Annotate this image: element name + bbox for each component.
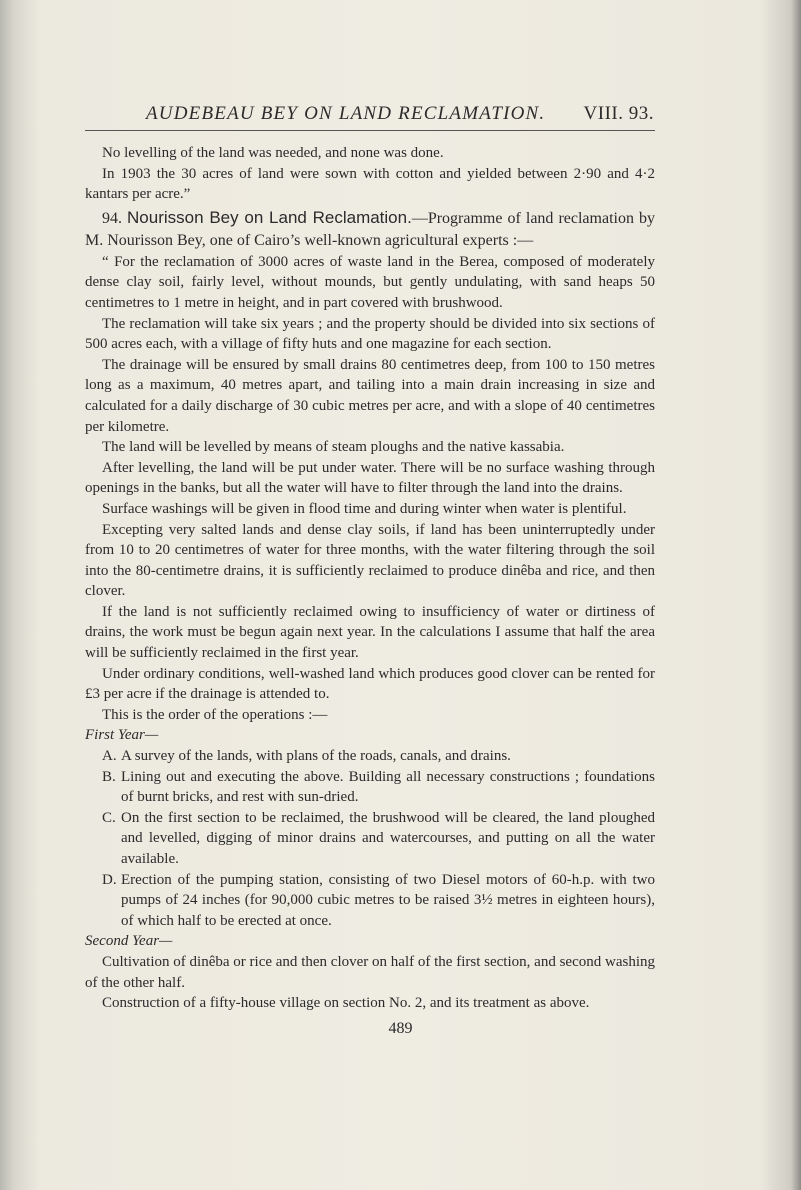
list-item-text: On the first section to be reclaimed, the brushwood will be cleared, the land ploughed and levelled, digging of minor drains and watercourses, and putting on all the water available.: [121, 809, 655, 867]
paragraph: Excepting very salted lands and dense clay soils, if land has been uninterruptedly under from 10 to 20 centimetres of water for three months, with the water filtering through the soil into the 80-centimetre drains, it is sufficiently reclaimed to produce dinêba and rice, and then clover.: [85, 521, 655, 600]
section-heading: Nourisson Bey on Land Reclamation.: [127, 207, 412, 227]
list-marker: C.: [102, 809, 116, 826]
running-header: [146, 103, 654, 131]
header-rule: [85, 130, 655, 131]
paragraph: “ For the reclamation of 3000 acres of waste land in the Berea, composed of moderately dense clay soil, fairly level, without mounds, but gently undulating, with sand heaps 50 centimetres to 1 metre in height, and in part covered with brushwood.: [85, 253, 655, 311]
page-number: 489: [388, 1020, 413, 1037]
paragraph: The land will be levelled by means of steam ploughs and the native kassabia.: [102, 439, 565, 456]
list-marker: D.: [102, 871, 117, 888]
list-item-text: A survey of the lands, with plans of the roads, canals, and drains.: [121, 748, 511, 765]
paragraph: After levelling, the land will be put under water. There will be no surface washing through openings in the banks, but all the water will have to filter through the land into the drains.: [85, 459, 655, 497]
section-intro: —Programme of land reclamation by M. Nourisson Bey, one of Cairo’s well-known agricultural experts :—: [85, 209, 655, 249]
section-folio: VIII. 93.: [583, 103, 654, 124]
paragraph: This is the order of the operations :—: [102, 706, 328, 723]
subheading-first-year: First Year—: [85, 727, 159, 744]
list-item-text: Lining out and executing the above. Building all necessary constructions ; foundations of burnt bricks, and rest with sun-dried.: [121, 768, 655, 806]
body-text: [85, 143, 655, 1014]
paragraph: In 1903 the 30 acres of land were sown with cotton and yielded between 2·90 and 4·2 kantars per acre.”: [85, 165, 655, 203]
list-item: [85, 767, 655, 808]
paragraph: The reclamation will take six years ; and the property should be divided into six sections of 500 acres each, with a village of fifty huts and one magazine for each section.: [85, 315, 655, 353]
list-item: [85, 870, 655, 932]
paragraph: The drainage will be ensured by small drains 80 centimetres deep, from 100 to 150 metres long as a maximum, 40 metres apart, and tailing into a main drain increasing in size and calculated for a daily discharge of 30 cubic metres per acre, and with a slope of 40 centimetres per kilometre.: [85, 356, 655, 435]
section-94: [85, 207, 655, 252]
paragraph: No levelling of the land was needed, and none was done.: [102, 145, 444, 161]
list-item: [85, 808, 655, 870]
section-number: 94.: [102, 209, 122, 227]
list-item-text: Erection of the pumping station, consisting of two Diesel motors of 60-h.p. with two pumps of 24 inches (for 90,000 cubic metres to be raised 3½ metres in eighteen hours), of which half to be erected at once.: [121, 871, 655, 929]
paragraph: If the land is not sufficiently reclaimed owing to insufficiency of water or dirtiness of drains, the work must be begun again next year. In the calculations I assume that half the area will be sufficiently reclaimed in the first year.: [85, 603, 655, 662]
paragraph: Construction of a fifty-house village on section No. 2, and its treatment as above.: [102, 995, 590, 1012]
page-edge-shadow: [791, 0, 801, 1190]
subheading-second-year: Second Year—: [85, 933, 173, 950]
paragraph: Surface washings will be given in flood time and during winter when water is plentiful.: [102, 500, 627, 517]
running-title: AUDEBEAU BEY ON LAND RECLAMATION.: [146, 103, 546, 124]
list-marker: B.: [102, 768, 116, 785]
list-marker: A.: [102, 748, 117, 765]
list-item: [85, 746, 655, 767]
paragraph: Under ordinary conditions, well-washed land which produces good clover can be rented for £3 per acre if the drainage is attended to.: [85, 665, 655, 703]
paragraph: Cultivation of dinêba or rice and then clover on half of the first section, and second washing of the other half.: [85, 953, 655, 991]
